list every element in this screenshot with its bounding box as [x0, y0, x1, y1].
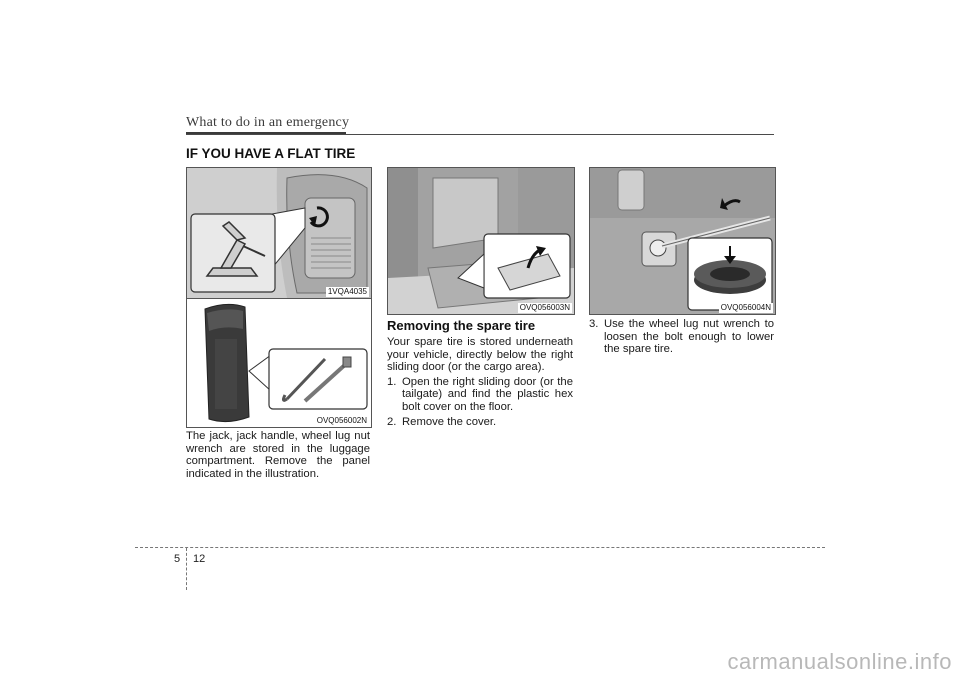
step-text: Open the right sliding door (or the tailgate) and find the plastic hex bolt cover on the floor.: [402, 375, 573, 413]
step-1: [387, 376, 573, 414]
figure-luggage-panel: [186, 167, 372, 299]
figure-floor-cover: [387, 167, 575, 315]
subheading-removing-spare: Removing the spare tire: [387, 318, 536, 333]
figure-lug-wrench-bolt: [589, 167, 776, 315]
column2-intro: Your spare tire is stored underneath your vehicle, directly below the right sliding door (or the cargo area).: [387, 336, 573, 374]
luggage-panel-illustration: [187, 168, 371, 298]
tool-pouch-illustration: [187, 299, 371, 427]
column3-body: [589, 318, 774, 356]
step-text: Remove the cover.: [402, 415, 497, 428]
step-text: Use the wheel lug nut wrench to loosen the bolt enough to lower the spare tire.: [604, 318, 774, 356]
step-number: 1.: [387, 375, 397, 388]
figure-tool-pouch: [186, 298, 372, 428]
page-heading: IF YOU HAVE A FLAT TIRE: [186, 146, 356, 161]
figure-code-label: 1VQA4035: [327, 287, 367, 296]
figure-code-label: OVQ056004N: [720, 303, 771, 312]
step-3: [589, 318, 774, 356]
figure-code-label: OVQ056002N: [316, 416, 367, 425]
figure-code-label: OVQ056003N: [519, 303, 570, 312]
header-rule: [186, 134, 774, 135]
page-number: 12: [193, 553, 206, 565]
footer-divider: [186, 548, 187, 590]
section-title: What to do in an emergency: [186, 115, 350, 130]
watermark: carmanualsonline.info: [727, 649, 952, 674]
step-2: [387, 416, 573, 429]
footer-rule: [135, 547, 825, 548]
lug-wrench-illustration: [590, 168, 775, 314]
step-number: 3.: [589, 318, 599, 330]
column2-body: [387, 336, 573, 428]
step-number: 2.: [387, 415, 397, 428]
floor-cover-illustration: [388, 168, 574, 314]
chapter-number: 5: [174, 553, 181, 565]
column1-paragraph: The jack, jack handle, wheel lug nut wrench are stored in the luggage compartment. Remove the panel indicated in the illustration.: [186, 430, 370, 480]
